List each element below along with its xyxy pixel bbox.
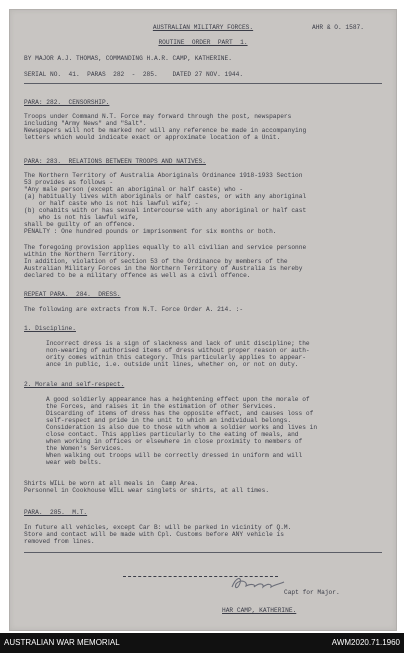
header-rule <box>24 83 382 84</box>
para-284-heading: REPEAT PARA. 284. DRESS. <box>24 291 121 298</box>
section-1-heading: 1. Discipline. <box>24 325 76 332</box>
header-reference: AHR & O. 1587. <box>312 24 364 31</box>
archive-reference: AWM2020.71.1960 <box>331 638 400 647</box>
section-2-line: When walking out troops will be correctly dressed in uniform and will <box>46 452 303 459</box>
header-title: ROUTINE ORDER PART 1. <box>158 39 248 46</box>
section-1-line: ority comes within this category. This particularly applies to appear- <box>46 354 306 361</box>
para-285-line: removed from lines. <box>24 538 95 545</box>
para-282-line: Troops under Command N.T. Force may forward through the post, newspapers <box>24 113 292 120</box>
para-282-line: letters which would indicate exact or approximate location of a Unit. <box>24 134 281 141</box>
section-2-line: close contact. This applies particularly to the eating of meals, and <box>46 431 299 438</box>
signature-line <box>123 576 278 577</box>
section-2-line: when working in offices or elsewhere in close proximity to members of <box>46 438 303 445</box>
para-283-line: or half caste who is not his lawful wife; - <box>24 200 199 207</box>
section-1-line: ance in public, i.e. outside unit lines, whether on, or not on duty. <box>46 361 299 368</box>
archive-footer-bar <box>0 633 404 653</box>
para-282-line: including "Army News" and "Salt". <box>24 120 147 127</box>
section-2-line: the Forces, and raises it in the estimation of other Services. <box>46 403 277 410</box>
archive-name: AUSTRALIAN WAR MEMORIAL <box>4 638 120 647</box>
para-283-line: The foregoing provision applies equally to all civilian and service personne <box>24 244 307 251</box>
section-1-line: non-wearing of authorised items of dress without proper reason or auth- <box>46 347 310 354</box>
para-285-line: Store and contact will be made with Cpl. Customs before ANY vehicle is <box>24 531 284 538</box>
section-2-heading: 2. Morale and self-respect. <box>24 381 125 388</box>
para-283-line: Australian Military Forces in the Northern Territory of Australia is hereby <box>24 265 303 272</box>
header-serial: SERIAL NO. 41. PARAS 282 - 285. DATED 27 NOV. 1944. <box>24 71 244 78</box>
shirts-line: Shirts WILL be worn at all meals in Camp Area. <box>24 480 199 487</box>
section-2-line: self-respect and pride in the unit to which an individual belongs. <box>46 417 292 424</box>
section-2-line: wear web belts. <box>46 459 102 466</box>
para-283-line: "Any male person (except an aboriginal or half caste) who - <box>24 186 244 193</box>
document-page <box>9 9 397 631</box>
para-283-heading: PARA: 283. RELATIONS BETWEEN TROOPS AND NATIVES. <box>24 158 206 165</box>
body-end-rule <box>24 552 382 553</box>
para-283-line: declared to be a military offence as well as a civil offence. <box>24 272 251 279</box>
para-283-line: 53 provides as follows - <box>24 179 114 186</box>
para-283-line: PENALTY : One hundred pounds or imprisonment for six months or both. <box>24 228 277 235</box>
section-2-line: the Women's Services. <box>46 445 124 452</box>
para-283-line: within the Northern Territory. <box>24 251 136 258</box>
header-authority: BY MAJOR A.J. THOMAS, COMMANDING H.A.R. CAMP, KATHERINE. <box>24 55 232 62</box>
shirts-line: Personnel in Cookhouse WILL wear singlets or shirts, at all times. <box>24 487 270 494</box>
signatory-unit: HAR CAMP, KATHERINE. <box>222 607 297 614</box>
section-2-line: Consideration is also due to those with whom a soldier works and lives in <box>46 424 318 431</box>
header-classification: AUSTRALIAN MILITARY FORCES. <box>152 24 254 31</box>
section-1-line: Incorrect dress is a sign of slackness and lack of unit discipline; the <box>46 340 310 347</box>
para-283-line: (a) habitually lives with aboriginals or half castes, or with any aboriginal <box>24 193 307 200</box>
para-282-line: Newspapers will not be marked nor will any reference be made in accompanying <box>24 127 307 134</box>
section-2-line: Discarding of items of dress has the opposite effect, and causes loss of <box>46 410 314 417</box>
para-283-line: who is not his lawful wife, <box>24 214 140 221</box>
para-284-intro: The following are extracts from N.T. Force Order A. 214. :- <box>24 306 244 313</box>
signatory-title: Capt for Major. <box>284 589 340 596</box>
para-283-line: In addition, violation of section 53 of the Ordinance by members of the <box>24 258 288 265</box>
section-2-line: A good soldierly appearance has a heightening effect upon the morale of <box>46 396 310 403</box>
para-283-line: (b) cohabits with or has sexual intercourse with any aboriginal or half cast <box>24 207 307 214</box>
para-283-line: The Northern Territory of Australia Aboriginals Ordinance 1918-1933 Section <box>24 172 303 179</box>
para-285-heading: PARA. 285. M.T. <box>24 509 88 516</box>
para-285-line: In future all vehicles, except Car B: will be parked in vicinity of Q.M. <box>24 524 292 531</box>
para-282-heading: PARA: 282. CENSORSHIP. <box>24 99 110 106</box>
para-283-line: shall be guilty of an offence. <box>24 221 136 228</box>
